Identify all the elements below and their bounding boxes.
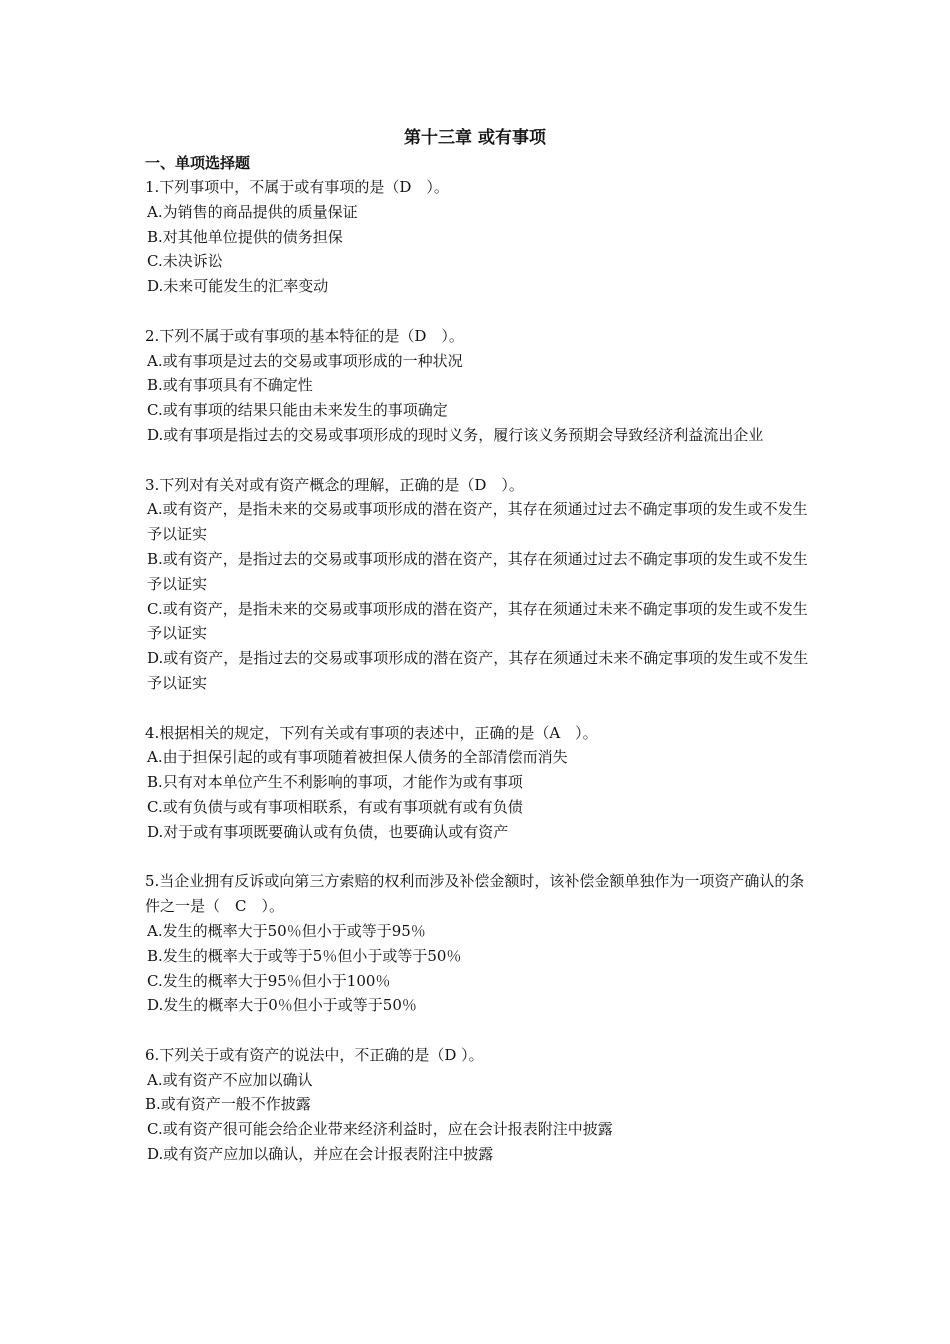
chapter-title: 第十三章 或有事项 xyxy=(404,128,546,148)
question-stem: 4.根据相关的规定，下列有关或有事项的表述中，正确的是（A ）。 xyxy=(145,723,598,742)
option-a: A.发生的概率大于50％但小于或等于95％ xyxy=(147,921,426,940)
question-6 xyxy=(145,1043,810,1167)
option-b: B.对其他单位提供的债务担保 xyxy=(147,227,343,246)
option-c: C.或有资产很可能会给企业带来经济利益时，应在会计报表附注中披露 xyxy=(147,1120,613,1139)
question-stem: 1.下列事项中，不属于或有事项的是（D ）。 xyxy=(145,178,449,196)
option-c: C.或有负债与或有事项相联系，有或有事项就有或有负债 xyxy=(147,797,523,816)
option-a: A.或有资产不应加以确认 xyxy=(147,1070,313,1089)
option-c: C.发生的概率大于95％但小于100％ xyxy=(147,971,391,990)
question-5 xyxy=(145,869,810,1018)
option-d: D.或有事项是指过去的交易或事项形成的现时义务，履行该义务预期会导致经济利益流出企业 xyxy=(147,425,764,444)
option-a: A.由于担保引起的或有事项随着被担保人债务的全部清偿而消失 xyxy=(147,748,568,767)
question-2 xyxy=(145,324,810,448)
option-a: A.为销售的商品提供的质量保证 xyxy=(147,202,358,221)
option-b: B.或有资产一般不作披露 xyxy=(145,1095,311,1114)
question-3 xyxy=(145,473,810,696)
question-1 xyxy=(145,175,810,299)
option-b: B.或有资产，是指过去的交易或事项形成的潜在资产，其存在须通过过去不确定事项的发生或不发生予以证实 xyxy=(147,549,808,593)
section-heading: 一、单项选择题 xyxy=(145,154,251,172)
question-stem: 5.当企业拥有反诉或向第三方索赔的权利而涉及补偿金额时，该补偿金额单独作为一项资产确认的条件之一是（ C ）。 xyxy=(145,872,805,916)
option-b: B.或有事项具有不确定性 xyxy=(147,376,313,395)
option-b: B.只有对本单位产生不利影响的事项，才能作为或有事项 xyxy=(147,773,523,792)
question-stem: 6.下列关于或有资产的说法中，不正确的是（D ）。 xyxy=(145,1045,484,1064)
option-c: C.或有资产，是指未来的交易或事项形成的潜在资产，其存在须通过未来不确定事项的发生或不发生予以证实 xyxy=(147,599,808,643)
option-a: A.或有事项是过去的交易或事项形成的一种状况 xyxy=(147,351,463,370)
option-d: D.或有资产，是指过去的交易或事项形成的潜在资产，其存在须通过未来不确定事项的发生或不发生予以证实 xyxy=(147,649,809,692)
question-list xyxy=(145,175,810,1192)
option-a: A.或有资产，是指未来的交易或事项形成的潜在资产，其存在须通过过去不确定事项的发生或不发生予以证实 xyxy=(147,500,808,544)
question-4 xyxy=(145,721,810,845)
option-d: D.发生的概率大于0％但小于或等于50％ xyxy=(147,996,417,1015)
option-c: C.未决诉讼 xyxy=(147,252,223,271)
question-stem: 3.下列对有关对或有资产概念的理解，正确的是（D ）。 xyxy=(145,475,524,494)
option-b: B.发生的概率大于或等于5％但小于或等于50％ xyxy=(147,946,462,965)
question-stem: 2.下列不属于或有事项的基本特征的是（D ）。 xyxy=(145,326,464,345)
option-d: D.未来可能发生的汇率变动 xyxy=(147,277,329,296)
option-c: C.或有事项的结果只能由未来发生的事项确定 xyxy=(147,401,448,420)
option-d: D.或有资产应加以确认，并应在会计报表附注中披露 xyxy=(147,1145,494,1164)
option-d: D.对于或有事项既要确认或有负债，也要确认或有资产 xyxy=(147,822,509,841)
